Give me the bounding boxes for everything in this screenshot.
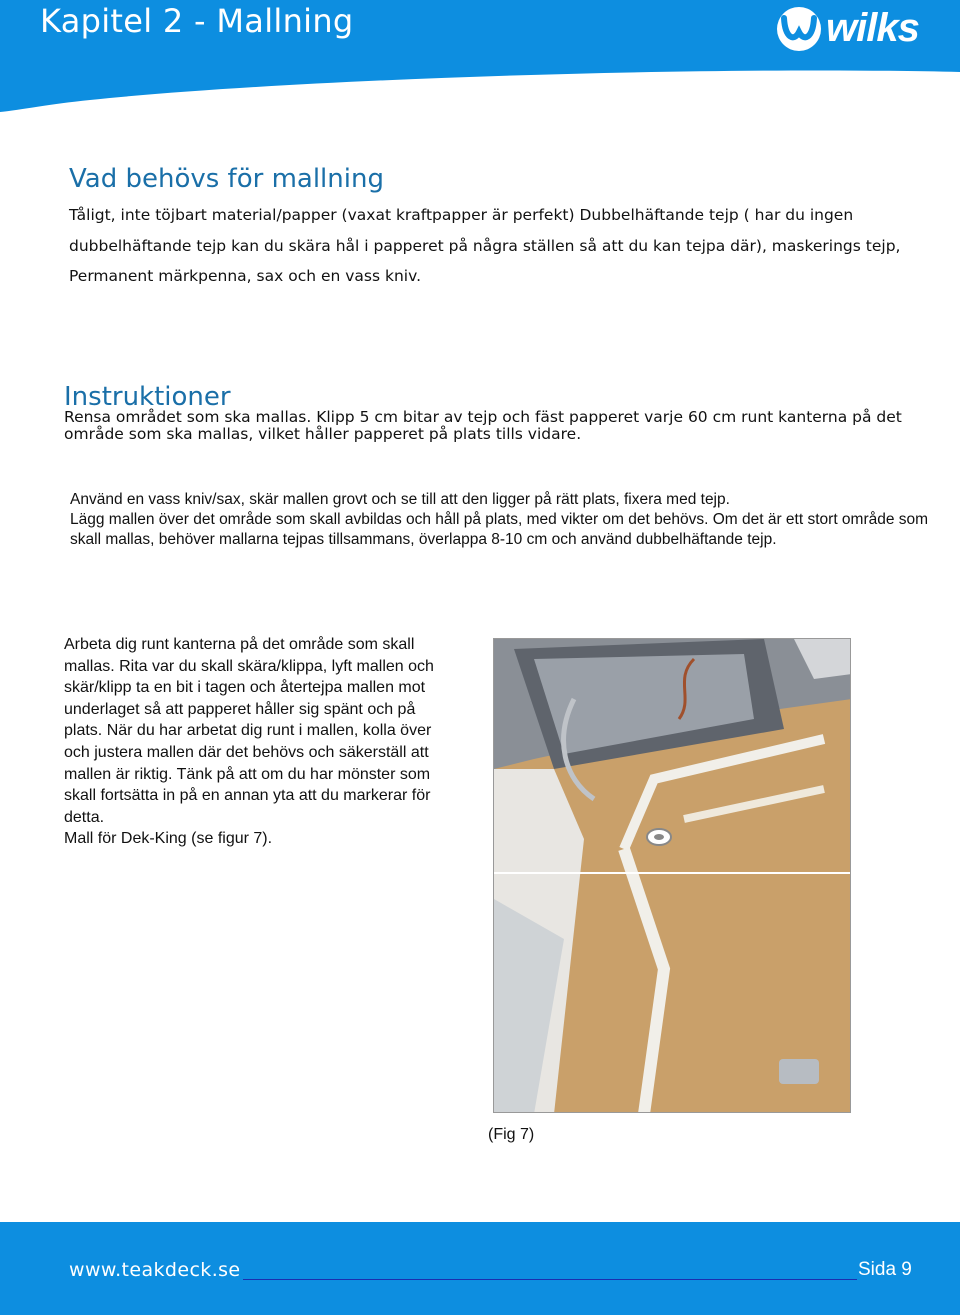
template-reference: Mall för Dek-King (se figur 7). xyxy=(64,830,273,848)
boat-deck-template-photo xyxy=(493,638,851,1113)
cutting-paragraph xyxy=(70,490,955,550)
cutting-line-1: Använd en vass kniv/sax, skär mallen grovt och se till att den ligger på rätt plats, fixera med tejp. xyxy=(70,491,730,508)
chapter-title: Kapitel 2 - Mallning xyxy=(40,2,354,40)
materials-paragraph: Tåligt, inte töjbart material/papper (vaxat kraftpapper är perfekt) Dubbelhäftande tejp ( har du ingen dubbelhäftande tejp kan du skära hål i papperet på några ställen så att du kan tejpa där), maskerings tejp, Permanent märkpenna, sax och en vass kniv. xyxy=(69,206,901,285)
edges-paragraph xyxy=(64,634,434,850)
footer-divider-line xyxy=(243,1279,857,1280)
website-link[interactable]: www.teakdeck.se xyxy=(69,1259,241,1281)
section-heading-instructions: Instruktioner xyxy=(64,382,231,412)
edges-text: Arbeta dig runt kanterna på det område som skall mallas. Rita var du skall skära/klippa, lyft mallen och skär/klipp ta en bit i tagen och återtejpa mallen mot underlaget så att papperet håller sig spänt och på plats. När du har arbetat dig runt i mallen, kolla över och justera mallen där det behövs och säkerställ att mallen är riktig. Tänk på att om du har mönster som skall fortsätta in på en annan yta att du markerar för detta. xyxy=(64,636,434,826)
wilks-logo-icon xyxy=(776,4,824,54)
figure-caption: (Fig 7) xyxy=(488,1126,535,1143)
cutting-line-2: Lägg mallen över det område som skall avbildas och håll på plats, med vikter om det behövs. Om det är ett stort område som skall mallas, behöver mallarna tejpas tillsammans, överlappa 8-10 cm och använd dubbelhäftande tejp. xyxy=(70,511,929,548)
wilks-logo xyxy=(776,4,918,54)
photo-illustration xyxy=(494,639,851,1113)
wilks-logo-text: wilks xyxy=(826,6,919,50)
page-footer xyxy=(0,1222,960,1315)
page-header xyxy=(0,0,960,120)
page-number: Sida 9 xyxy=(858,1259,912,1280)
instructions-paragraph: Rensa området som ska mallas. Klipp 5 cm bitar av tejp och fäst papperet varje 60 cm runt kanterna på det område som ska mallas, vilket håller papperet på plats tills vidare. xyxy=(64,408,902,443)
section-heading-materials: Vad behövs för mallning xyxy=(69,164,384,194)
